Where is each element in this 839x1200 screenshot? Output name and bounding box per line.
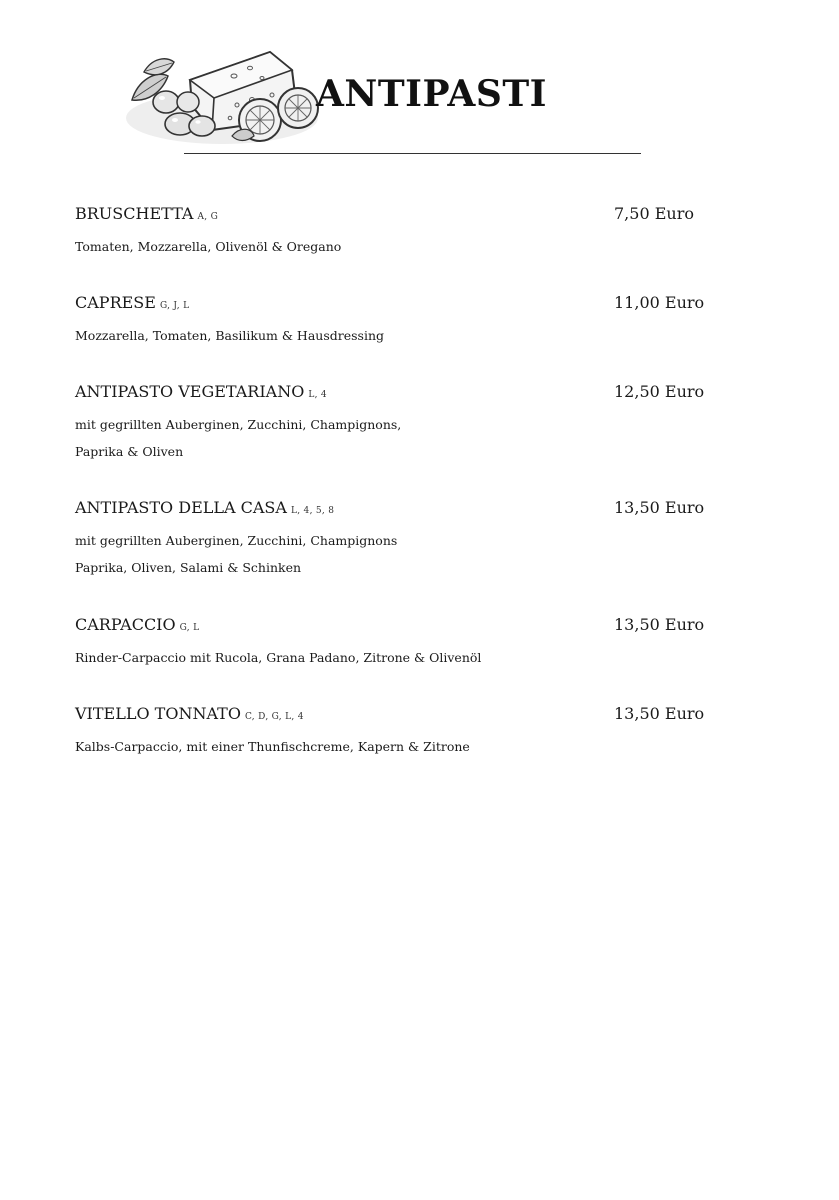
- item-description: [75, 322, 715, 349]
- menu-item-carpaccio: [75, 615, 715, 671]
- item-description: [75, 411, 715, 465]
- item-name: ANTIPASTO DELLA CASA: [75, 498, 287, 517]
- item-price: 12,50 Euro: [614, 382, 705, 401]
- page-title: ANTIPASTI: [316, 73, 547, 115]
- item-name: BRUSCHETTA: [75, 204, 194, 223]
- item-description-line: Rinder-Carpaccio mit Rucola, Grana Padano, Zitrone & Olivenöl: [75, 650, 482, 665]
- item-name: ANTIPASTO VEGETARIANO: [75, 382, 305, 401]
- item-allergens: G, J, L: [159, 301, 190, 311]
- item-description: [75, 527, 715, 581]
- item-price: 7,50 Euro: [614, 204, 694, 223]
- item-description: [75, 233, 715, 260]
- item-price: 13,50 Euro: [614, 615, 705, 634]
- item-allergens: L, 4, 5, 8: [290, 506, 335, 516]
- item-price: 13,50 Euro: [614, 498, 705, 517]
- item-price: 13,50 Euro: [614, 704, 705, 723]
- item-description-line: Tomaten, Mozzarella, Olivenöl & Oregano: [75, 239, 342, 254]
- menu-item-caprese: [75, 293, 715, 349]
- item-description-line: Kalbs-Carpaccio, mit einer Thunfischcreme, Kapern & Zitrone: [75, 739, 470, 754]
- title-divider: [184, 153, 641, 154]
- antipasti-illustration-icon: [122, 40, 322, 152]
- item-price: 11,00 Euro: [614, 293, 705, 312]
- item-description-line: Paprika & Oliven: [75, 444, 184, 459]
- item-name: CARPACCIO: [75, 615, 176, 634]
- item-allergens: C, D, G, L, 4: [244, 712, 304, 722]
- menu-item-vitello-tonnato: [75, 704, 715, 760]
- item-allergens: A, G: [197, 212, 219, 222]
- item-name: VITELLO TONNATO: [75, 704, 241, 723]
- item-description-line: Paprika, Oliven, Salami & Schinken: [75, 560, 302, 575]
- item-description: [75, 733, 715, 760]
- item-description: [75, 644, 715, 671]
- item-description-line: mit gegrillten Auberginen, Zucchini, Champignons,: [75, 417, 402, 432]
- item-name: CAPRESE: [75, 293, 156, 312]
- menu-item-antipasto-vegetariano: [75, 382, 715, 465]
- menu-item-bruschetta: [75, 204, 715, 260]
- item-allergens: L, 4: [308, 390, 327, 400]
- item-description-line: Mozzarella, Tomaten, Basilikum & Hausdressing: [75, 328, 385, 343]
- menu-item-antipasto-della-casa: [75, 498, 715, 581]
- item-allergens: G, L: [179, 623, 200, 633]
- item-description-line: mit gegrillten Auberginen, Zucchini, Champignons: [75, 533, 398, 548]
